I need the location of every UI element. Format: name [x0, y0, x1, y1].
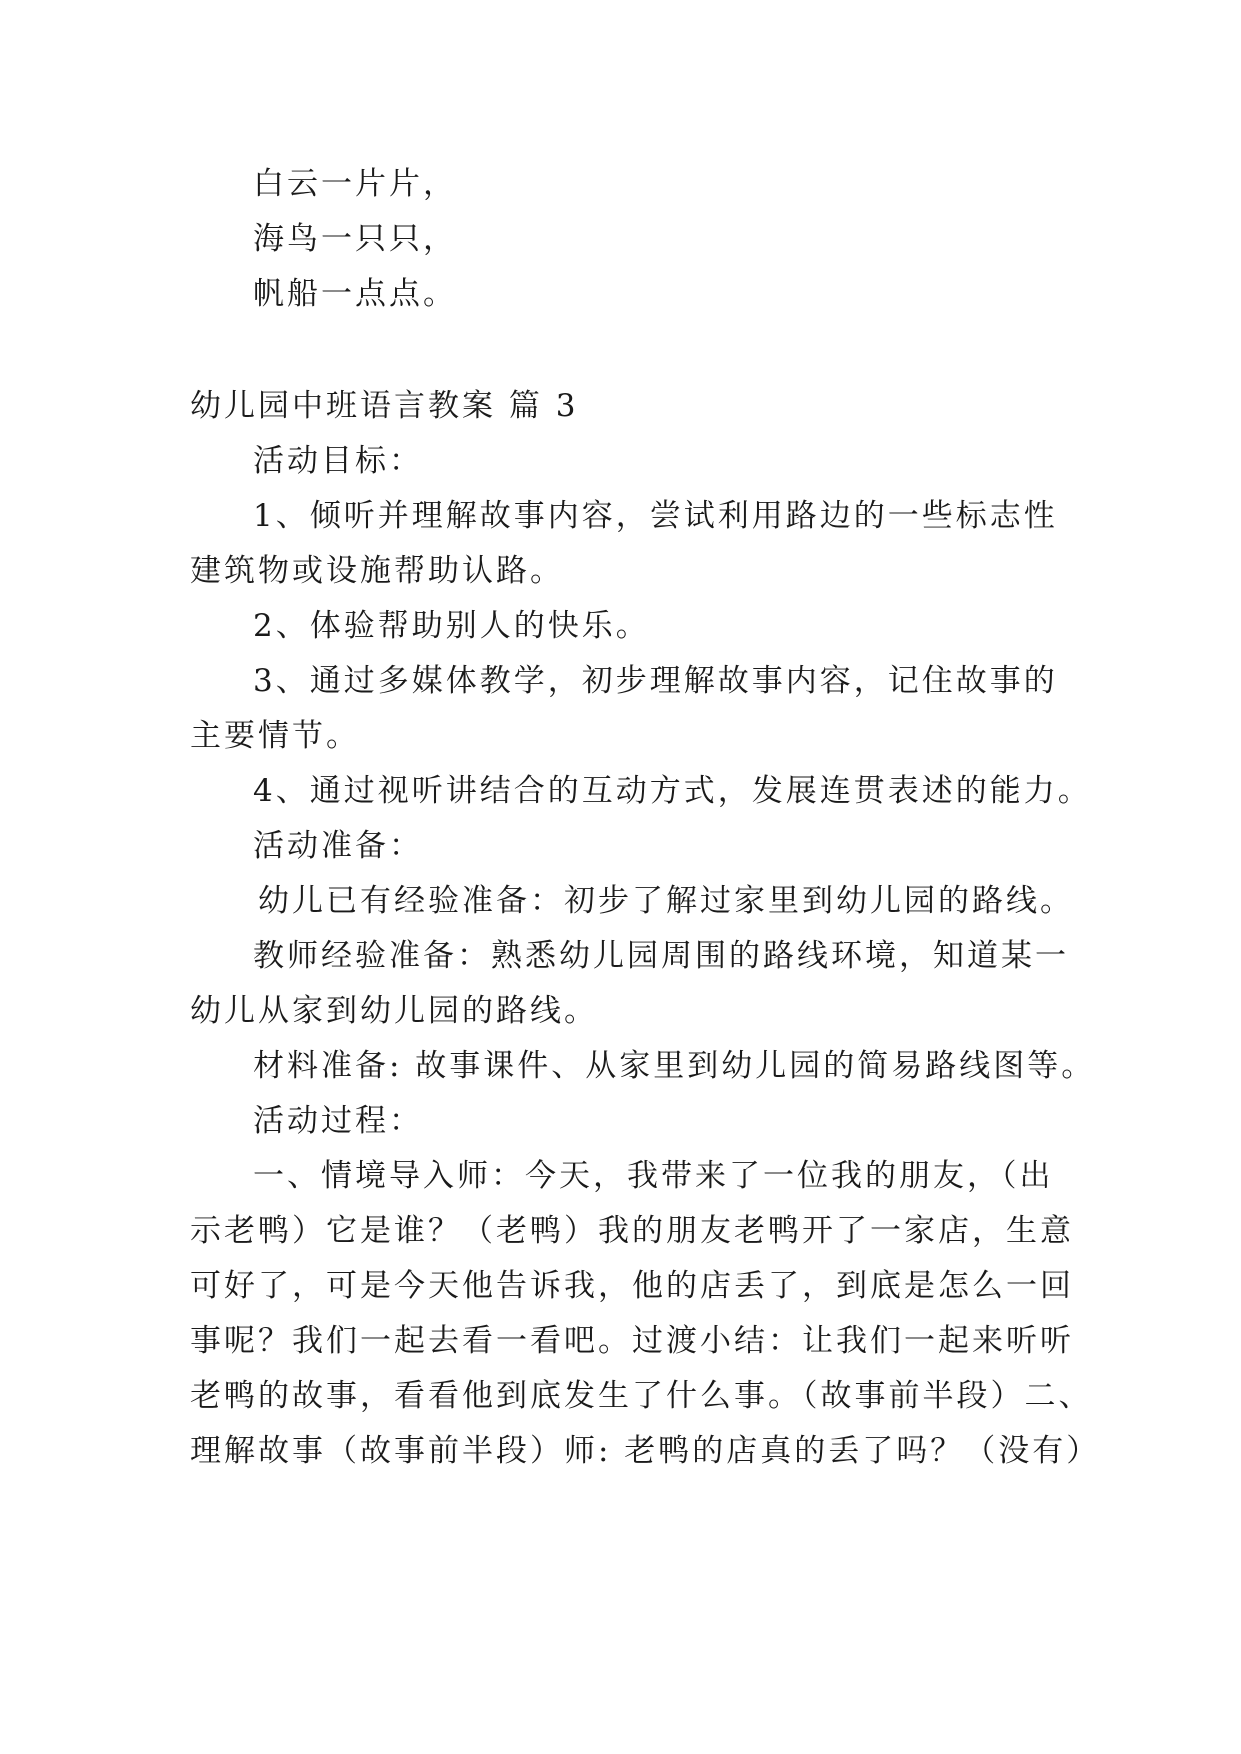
paragraph-line: 材料准备: 故事课件、从家里到幼儿园的简易路线图等。 [253, 1048, 1096, 1084]
paragraph-line: 幼儿已有经验准备：初步了解过家里到幼儿园的路线。 [258, 883, 1074, 919]
paragraph-line: 2、体验帮助别人的快乐。 [253, 608, 650, 644]
paragraph-line: 教师经验准备：熟悉幼儿园周围的路线环境，知道某一 [253, 938, 1069, 974]
poem-line-1: 白云一片片， [253, 166, 457, 202]
paragraph-line: 老鸭的故事，看看他到底发生了什么事。（故事前半段）二、 [190, 1378, 1093, 1414]
poem-line-2: 海鸟一只只， [253, 221, 457, 257]
paragraph-line: 主要情节。 [190, 718, 360, 754]
heading-activity-goals: 活动目标： [253, 443, 423, 479]
paragraph-line: 一、情境导入师：今天，我带来了一位我的朋友，（出 [253, 1158, 1054, 1194]
paragraph-line: 幼儿从家到幼儿园的路线。 [190, 993, 598, 1029]
paragraph-line: 示老鸭）它是谁？（老鸭）我的朋友老鸭开了一家店，生意 [190, 1213, 1074, 1249]
section-title: 幼儿园中班语言教案 篇 3 [190, 388, 579, 424]
paragraph-line: 3、通过多媒体教学，初步理解故事内容，记住故事的 [253, 663, 1058, 699]
paragraph-line: 理解故事（故事前半段）师: 老鸭的店真的丢了吗？（没有） [190, 1433, 1101, 1469]
heading-activity-preparation: 活动准备： [253, 828, 423, 864]
paragraph-line: 1、倾听并理解故事内容，尝试利用路边的一些标志性 [253, 498, 1058, 534]
poem-line-3: 帆船一点点。 [253, 276, 457, 312]
paragraph-line: 事呢？我们一起去看一看吧。过渡小结：让我们一起来听听 [190, 1323, 1074, 1359]
paragraph-line: 4、通过视听讲结合的互动方式，发展连贯表述的能力。 [253, 773, 1092, 809]
heading-activity-process: 活动过程： [253, 1103, 423, 1139]
paragraph-line: 可好了，可是今天他告诉我，他的店丢了，到底是怎么一回 [190, 1268, 1074, 1304]
paragraph-line: 建筑物或设施帮助认路。 [190, 553, 564, 589]
